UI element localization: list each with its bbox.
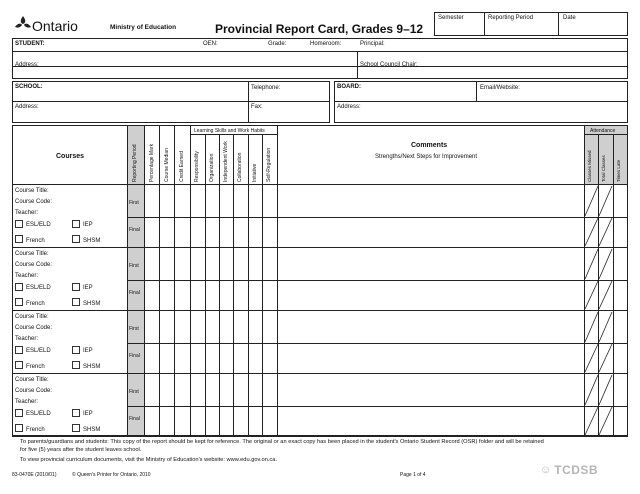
classes-missed-header: Classes Missed [587, 150, 592, 182]
courses-header: Courses [56, 153, 85, 160]
attendance-diagonal [598, 311, 613, 373]
esl-checkbox[interactable] [15, 220, 23, 228]
esl-label: ESL/ELD [26, 285, 51, 291]
esl-checkbox[interactable] [15, 283, 23, 291]
email-website-label: Email/Website: [480, 85, 520, 91]
course-title-label: Course Title: [15, 377, 49, 383]
shsm-checkbox[interactable] [72, 235, 80, 243]
reporting-period-header: Reporting Period [132, 144, 138, 182]
iep-checkbox[interactable] [72, 283, 80, 291]
shsm-checkbox[interactable] [72, 298, 80, 306]
final-period-label: Final [129, 353, 140, 359]
first-period-label: First [129, 263, 139, 269]
times-late-header: Times Late [616, 159, 621, 182]
watermark: ☺ TCDSB [540, 463, 599, 477]
page-number: Page 1 of 4 [400, 472, 426, 478]
iep-checkbox[interactable] [72, 409, 80, 417]
attendance-diagonal [598, 374, 613, 436]
course-code-label: Course Code: [15, 199, 53, 205]
french-label: French [26, 364, 45, 370]
final-period-label: Final [129, 290, 140, 296]
teacher-label: Teacher: [15, 399, 39, 405]
final-period-label: Final [129, 416, 140, 422]
learning-skills-header: Learning Skills and Work Habits [194, 128, 265, 134]
skill-self-regulation: Self-Regulation [266, 147, 272, 182]
skill-organization: Organization [209, 153, 215, 182]
shsm-checkbox[interactable] [72, 361, 80, 369]
attendance-diagonal [584, 185, 599, 247]
school-label: SCHOOL: [15, 84, 43, 90]
reporting-period-label: Reporting Period [488, 15, 534, 21]
first-period-label: First [129, 326, 139, 332]
page-title: Provincial Report Card, Grades 9–12 [215, 22, 424, 36]
course-median-header: Course Median [164, 148, 170, 182]
attendance-diagonal [584, 311, 599, 373]
esl-checkbox[interactable] [15, 409, 23, 417]
attendance-diagonal [584, 248, 599, 310]
board-address-label: Address: [337, 104, 361, 110]
iep-label: IEP [83, 348, 93, 354]
shsm-checkbox[interactable] [72, 424, 80, 432]
iep-checkbox[interactable] [72, 346, 80, 354]
trillium-icon [12, 14, 34, 32]
shsm-label: SHSM [83, 364, 101, 370]
attendance-diagonal [584, 374, 599, 436]
footer-note-3: To view provincial curriculum documents, visit the Ministry of Education's website: www.edu.gov.on.ca. [20, 457, 278, 463]
final-period-label: Final [129, 227, 140, 233]
course-code-label: Course Code: [15, 325, 53, 331]
iep-label: IEP [83, 285, 93, 291]
form-code: 83-0470E (2010/01) [12, 472, 57, 478]
first-period-label: First [129, 389, 139, 395]
iep-checkbox[interactable] [72, 220, 80, 228]
council-chair-label: School Council Chair: [360, 62, 418, 68]
course-title-label: Course Title: [15, 188, 49, 194]
shsm-label: SHSM [83, 238, 101, 244]
semester-label: Semester [438, 15, 464, 21]
percentage-mark-header: Percentage Mark [149, 143, 155, 182]
french-label: French [26, 238, 45, 244]
french-checkbox[interactable] [15, 361, 23, 369]
esl-label: ESL/ELD [26, 222, 51, 228]
course-code-label: Course Code: [15, 262, 53, 268]
footer-note-1: To parents/guardians and students: This copy of the report should be kept for reference. The original or an exact copy has been placed in the student's Ontario Student Record (OSR) folder and will be retained [20, 439, 544, 445]
board-label: BOARD: [337, 84, 361, 90]
telephone-label: Telephone: [251, 85, 281, 91]
principal-label: Principal: [360, 41, 385, 47]
iep-label: IEP [83, 411, 93, 417]
attendance-diagonal [598, 248, 613, 310]
school-box [12, 81, 330, 123]
chat-bubble-icon: ☺ [540, 464, 552, 476]
attendance-header: Attendance [590, 128, 616, 134]
ministry-label: Ministry of Education [110, 24, 177, 31]
course-title-label: Course Title: [15, 251, 49, 257]
shsm-label: SHSM [83, 427, 101, 433]
comments-subheader: Strengths/Next Steps for Improvement [375, 154, 478, 160]
oen-label: OEN: [203, 41, 218, 47]
french-label: French [26, 427, 45, 433]
teacher-label: Teacher: [15, 210, 39, 216]
footer-note-2: for five (5) years after the student leaves school. [20, 447, 142, 453]
iep-label: IEP [83, 222, 93, 228]
school-address-label: Address: [15, 104, 39, 110]
french-checkbox[interactable] [15, 235, 23, 243]
homeroom-label: Homeroom: [310, 41, 342, 47]
student-label: STUDENT: [15, 41, 45, 47]
logo-text: Ontario [32, 18, 78, 34]
comments-header: Comments [411, 142, 448, 149]
french-label: French [26, 301, 45, 307]
esl-label: ESL/ELD [26, 411, 51, 417]
skill-independent-work: Independent Work [223, 141, 229, 182]
course-title-label: Course Title: [15, 314, 49, 320]
french-checkbox[interactable] [15, 424, 23, 432]
course-code-label: Course Code: [15, 388, 53, 394]
date-label: Date [563, 15, 576, 21]
skill-responsibility: Responsibility [194, 151, 200, 182]
student-address-label: Address: [15, 62, 39, 68]
ontario-logo [12, 14, 34, 37]
credit-earned-header: Credit Earned [179, 151, 185, 182]
total-classes-header: Total Classes [601, 155, 606, 182]
first-period-label: First [129, 200, 139, 206]
fax-label: Fax: [251, 104, 263, 110]
skill-initiative: Initiative [252, 163, 258, 182]
shsm-label: SHSM [83, 301, 101, 307]
grade-label: Grade: [268, 41, 287, 47]
teacher-label: Teacher: [15, 273, 39, 279]
esl-checkbox[interactable] [15, 346, 23, 354]
esl-label: ESL/ELD [26, 348, 51, 354]
copyright: © Queen's Printer for Ontario, 2010 [72, 472, 151, 478]
teacher-label: Teacher: [15, 336, 39, 342]
skill-collaboration: Collaboration [237, 152, 243, 182]
attendance-diagonal [598, 185, 613, 247]
french-checkbox[interactable] [15, 298, 23, 306]
